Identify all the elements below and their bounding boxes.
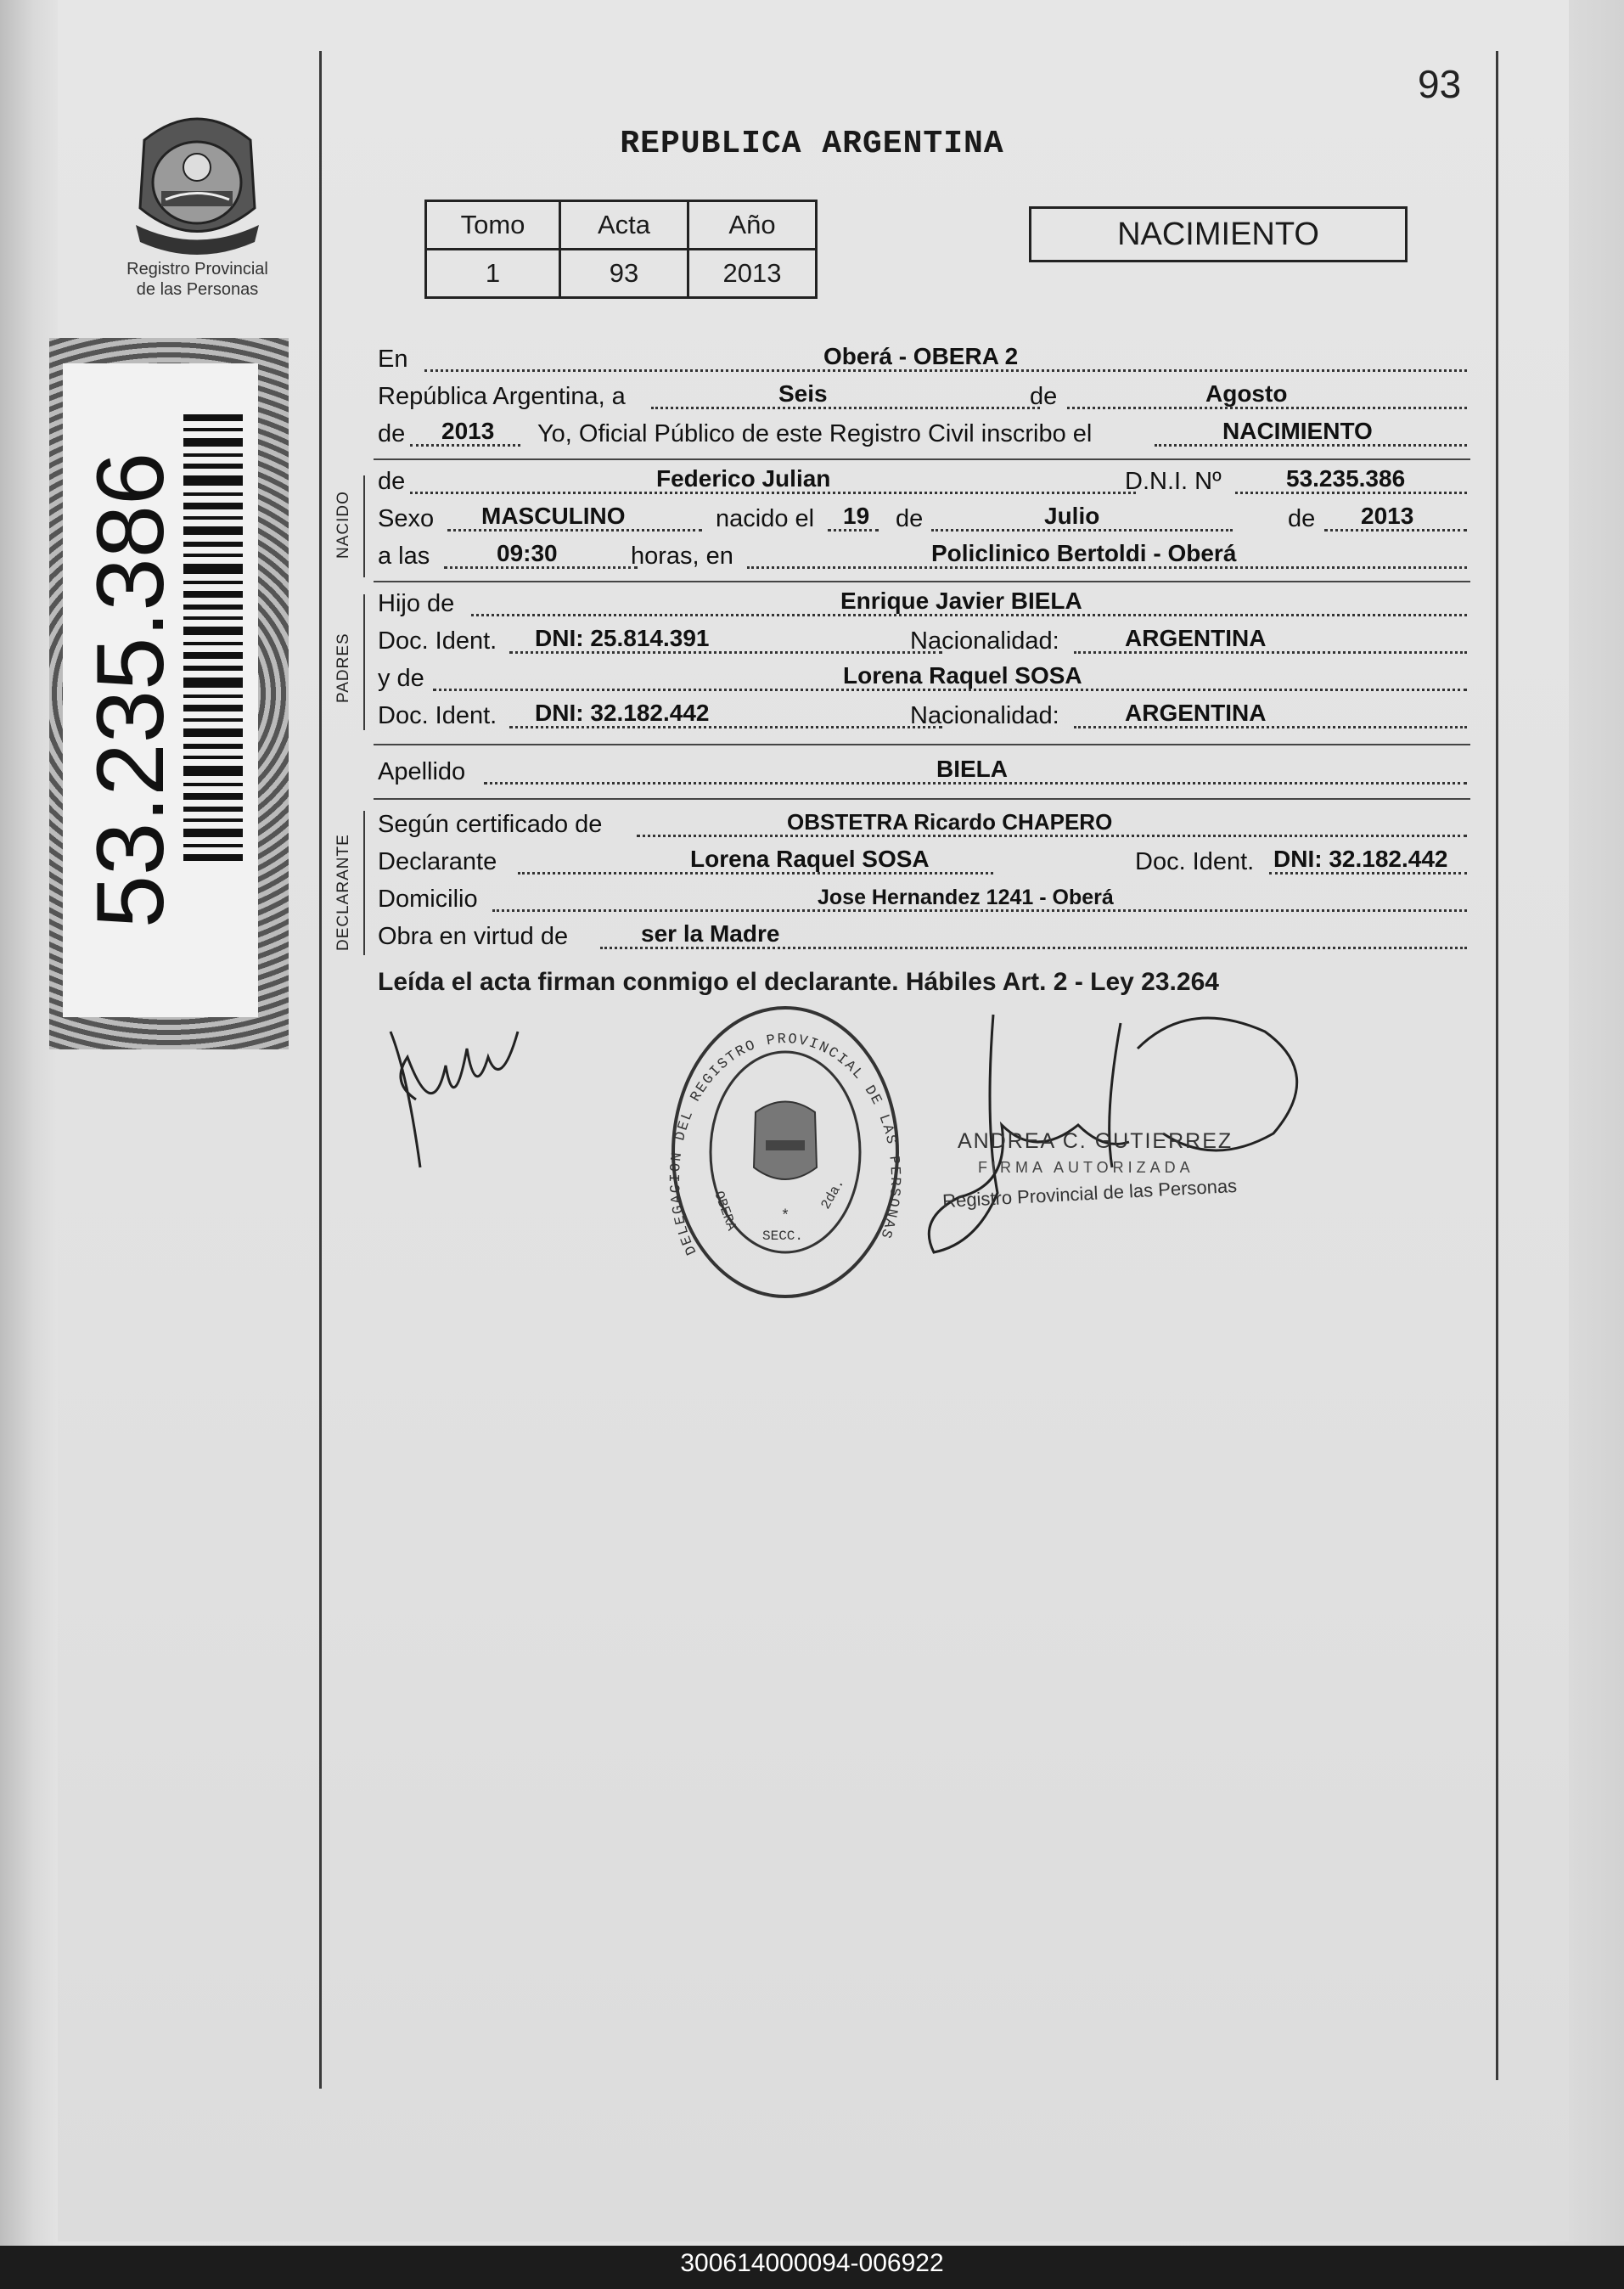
mother-nat-label: Nacionalidad: [910, 702, 1059, 729]
inscribo-row [378, 418, 1469, 455]
barcode-number: 53.235.386 [77, 452, 183, 929]
ano-value: 2013 [688, 250, 817, 298]
father-nat-label: Nacionalidad: [910, 627, 1059, 655]
padres-section-label: PADRES [334, 633, 352, 703]
en-value: Oberá - OBERA 2 [823, 343, 1019, 369]
country-title: REPUBLICA ARGENTINA [620, 126, 1004, 162]
obra-label: Obra en virtud de [378, 923, 569, 950]
barcode-number-graphic [63, 363, 258, 1017]
inscribo-value: NACIMIENTO [1222, 418, 1373, 444]
time-place-row [378, 540, 1469, 577]
sexo-row [378, 503, 1469, 540]
record-value-row [426, 250, 817, 298]
provincia-crest-logo [127, 106, 267, 259]
apellido-row [378, 756, 1469, 793]
svg-text:DELEGACION DEL REGISTRO PROVIN [668, 1032, 902, 1257]
certificado-row [378, 808, 1469, 846]
father-doc-value: DNI: 25.814.391 [535, 625, 710, 651]
nacido-de-label: de [378, 468, 406, 495]
nacido-section-label: NACIDO [334, 491, 352, 559]
father-doc-row [378, 625, 1469, 662]
record-header-row [426, 201, 817, 250]
birth-year-value: 2013 [1361, 503, 1414, 529]
year-prefix: de [378, 420, 406, 447]
declarante-value: Lorena Raquel SOSA [690, 846, 930, 872]
de-label: de [1030, 383, 1058, 410]
certificado-label: Según certificado de [378, 811, 603, 838]
birth-de-label-2: de [1288, 505, 1316, 532]
certificado-value: OBSTETRA Ricardo CHAPERO [787, 809, 1113, 835]
record-table [424, 200, 818, 299]
stamp-ring-path-text: DELEGACION DEL REGISTRO PROVINCIAL DE LAS PERSONAS [667, 1032, 903, 1257]
barcode-bars-icon [183, 414, 243, 861]
left-border-line [319, 51, 322, 2089]
en-label: En [378, 346, 408, 373]
dni-value: 53.235.386 [1286, 465, 1406, 492]
father-nat-value: ARGENTINA [1125, 625, 1267, 651]
declarante-doc-value: DNI: 32.182.442 [1273, 846, 1448, 872]
nacido-name-row [378, 465, 1469, 503]
apellido-value: BIELA [936, 756, 1008, 782]
father-doc-label: Doc. Ident. [378, 627, 497, 655]
declarante-section-label: DECLARANTE [334, 834, 352, 951]
closing-text: Leída el acta firman conmigo el declarante. Hábiles Art. 2 - Ley 23.264 [378, 968, 1219, 996]
birth-month-value: Julio [1044, 503, 1100, 529]
mother-doc-row [378, 700, 1469, 737]
date-row [378, 380, 1469, 418]
stamp-inner-right: 2da. [818, 1176, 848, 1212]
mother-doc-label: Doc. Ident. [378, 702, 497, 729]
registrar-office: Registro Provincial de las Personas [941, 1174, 1238, 1212]
logo-caption-line2: de las Personas [136, 280, 259, 299]
apellido-label: Apellido [378, 758, 466, 785]
month-value: Agosto [1205, 380, 1288, 407]
mother-doc-value: DNI: 32.182.442 [535, 700, 710, 726]
mother-nat-value: ARGENTINA [1125, 700, 1267, 726]
birth-day-value: 19 [843, 503, 870, 529]
acta-header: Acta [560, 201, 688, 250]
en-row [378, 343, 1469, 380]
domicilio-value: Jose Hernandez 1241 - Oberá [818, 886, 1114, 909]
child-name-value: Federico Julian [656, 465, 831, 492]
year-value: 2013 [441, 418, 495, 444]
alas-label: a las [378, 543, 430, 570]
domicilio-label: Domicilio [378, 886, 478, 913]
horas-label: horas, en [631, 543, 733, 570]
place-value: Policlinico Bertoldi - Oberá [931, 540, 1237, 566]
sexo-label: Sexo [378, 505, 435, 532]
right-border-line [1496, 51, 1498, 2080]
time-value: 09:30 [497, 540, 558, 566]
document-type-box: NACIMIENTO [1029, 206, 1408, 262]
tomo-header: Tomo [426, 201, 560, 250]
svg-text:*: * [780, 1208, 790, 1225]
birth-de-label: de [896, 505, 924, 532]
crest-icon [127, 106, 267, 259]
domicilio-row [378, 883, 1469, 920]
footer-document-id: 300614000094-006922 [680, 2249, 944, 2277]
day-value: Seis [778, 380, 828, 407]
logo-caption [102, 259, 293, 300]
obra-row [378, 920, 1469, 958]
hijo-de-label: Hijo de [378, 590, 455, 617]
nacido-bracket [363, 475, 365, 577]
ano-header: Año [688, 201, 817, 250]
stamp-inner-bottom: SECC. [762, 1229, 804, 1244]
padres-bracket [363, 594, 365, 730]
page-number: 93 [1418, 62, 1462, 106]
mother-row [378, 662, 1469, 700]
mother-name-value: Lorena Raquel SOSA [843, 662, 1082, 689]
father-name-value: Enrique Javier BIELA [840, 588, 1082, 614]
tomo-value: 1 [426, 250, 560, 298]
registrar-role: FIRMA AUTORIZADA [978, 1159, 1194, 1176]
republica-label: República Argentina, a [378, 383, 626, 410]
inscribo-text: Yo, Oficial Público de este Registro Civil inscribo el [537, 420, 1093, 447]
declarante-doc-label: Doc. Ident. [1135, 848, 1255, 875]
declarante-signature [374, 998, 543, 1201]
logo-caption-line1: Registro Provincial [126, 260, 268, 278]
declarante-row [378, 846, 1469, 883]
father-row [378, 588, 1469, 625]
dni-label: D.N.I. Nº [1125, 468, 1222, 495]
acta-value: 93 [560, 250, 688, 298]
stamp-inner-left: OBERA [711, 1189, 739, 1233]
nacido-el-label: nacido el [716, 505, 815, 532]
y-de-label: y de [378, 665, 424, 692]
stamp-ring-lettering [662, 998, 908, 1308]
registrar-name: ANDREA C. GUTIERREZ [958, 1129, 1233, 1153]
sexo-value: MASCULINO [481, 503, 626, 529]
declarante-label: Declarante [378, 848, 497, 875]
declarante-bracket [363, 811, 365, 955]
obra-value: ser la Madre [641, 920, 780, 947]
